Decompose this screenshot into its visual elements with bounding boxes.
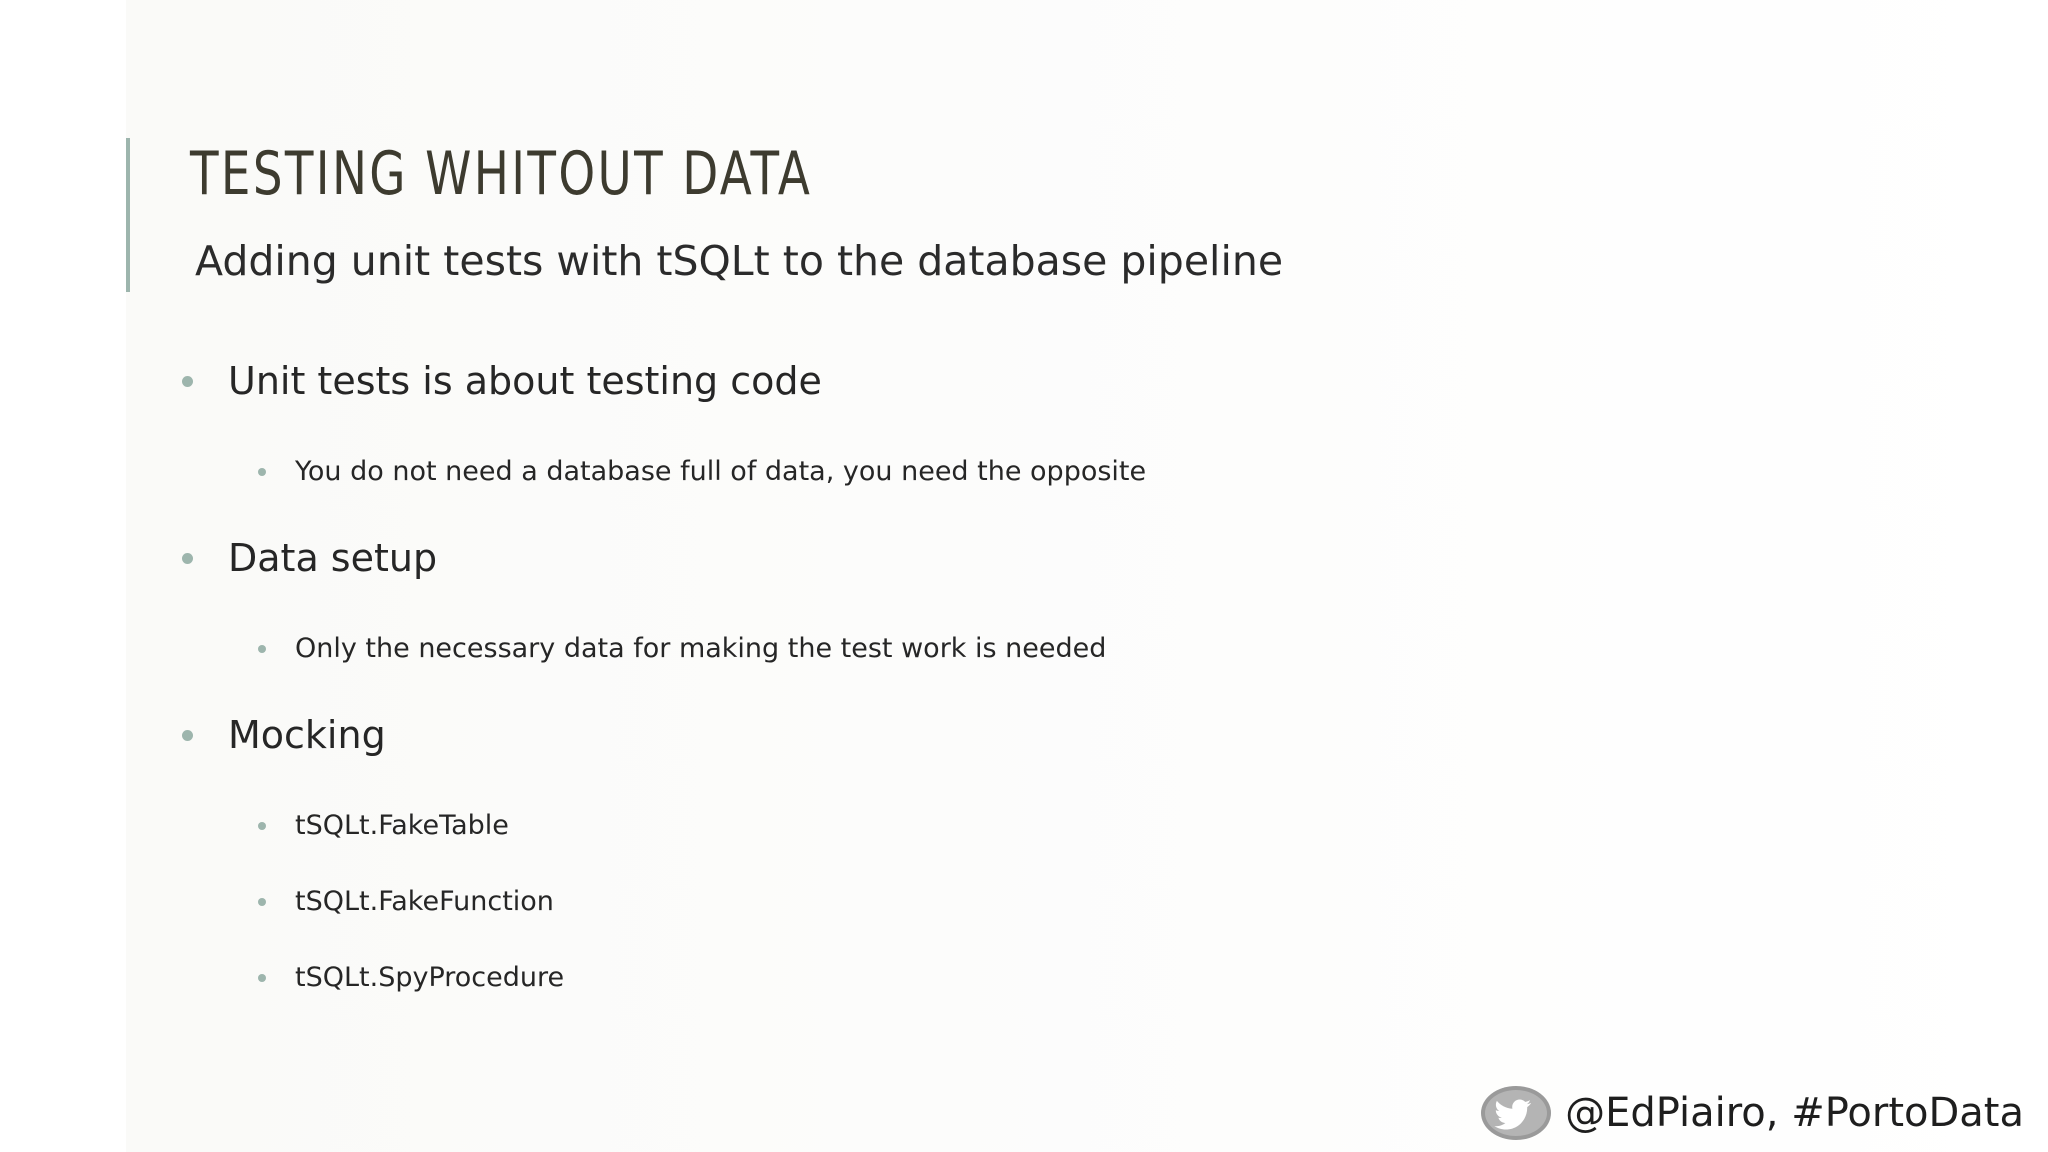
sub-bullet-item <box>295 454 1146 490</box>
bullet-text: You do not need a database full of data, you need the opposite <box>295 456 1147 487</box>
sub-bullet-item <box>295 884 554 920</box>
bullet-item <box>228 711 386 759</box>
bullet-text: tSQLt.SpyProcedure <box>295 962 565 993</box>
bullet-dot-icon <box>258 468 266 476</box>
slide-subtitle: Adding unit tests with tSQLt to the database pipeline <box>195 237 1284 285</box>
bullet-dot-icon <box>258 645 266 653</box>
sub-bullet-item <box>295 631 1106 667</box>
bullet-dot-icon <box>182 553 193 564</box>
bullet-item <box>228 534 437 582</box>
twitter-bird-icon <box>1479 1084 1553 1142</box>
bullet-text: Unit tests is about testing code <box>228 359 822 403</box>
twitter-handle: @EdPiairo, #PortoData <box>1565 1090 2024 1136</box>
sub-bullet-item <box>295 960 564 996</box>
bullet-text: Mocking <box>228 713 386 757</box>
bullet-text: Data setup <box>228 536 438 580</box>
bullet-dot-icon <box>182 376 193 387</box>
bullet-item <box>228 357 822 405</box>
bullet-dot-icon <box>258 974 266 982</box>
bullet-text: tSQLt.FakeTable <box>295 810 509 841</box>
slide-title: TESTING WHITOUT DATA <box>190 139 813 209</box>
bullet-text: Only the necessary data for making the test work is needed <box>295 633 1107 664</box>
bullet-dot-icon <box>258 822 266 830</box>
footer-social <box>1479 1082 2024 1144</box>
bullet-dot-icon <box>182 730 193 741</box>
bullet-dot-icon <box>258 898 266 906</box>
sub-bullet-item <box>295 808 509 844</box>
bullet-text: tSQLt.FakeFunction <box>295 886 554 917</box>
